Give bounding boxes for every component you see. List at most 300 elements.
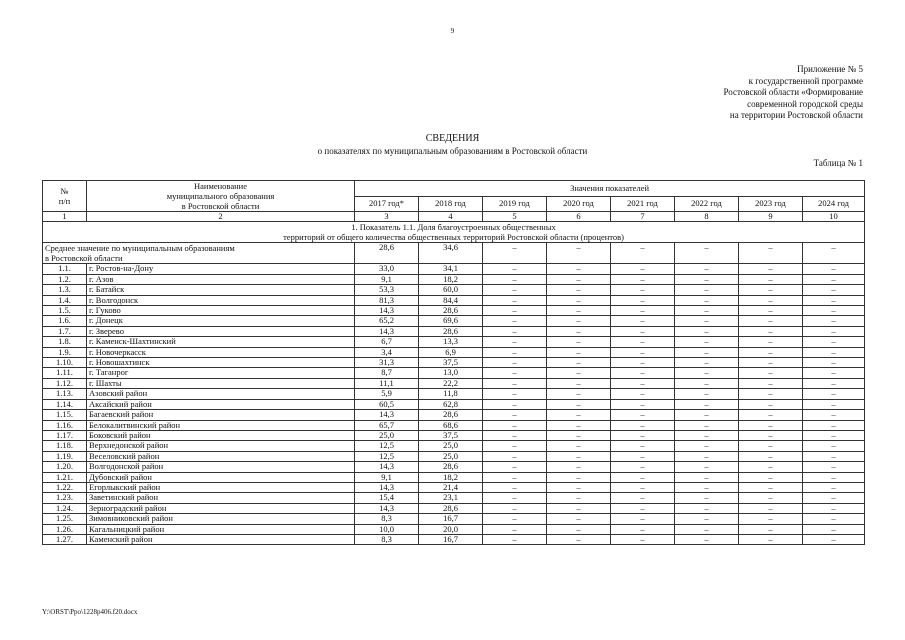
- average-2022: –: [675, 243, 739, 264]
- municipality-name: г. Каменск-Шахтинский: [87, 337, 355, 347]
- row-number: 1.14.: [43, 399, 87, 409]
- row-number: 1.4.: [43, 295, 87, 305]
- value-empty-dash: –: [483, 420, 547, 430]
- value-empty-dash: –: [611, 451, 675, 461]
- average-2024: –: [803, 243, 865, 264]
- table-row: [43, 399, 865, 409]
- value-2018: 21,4: [419, 482, 483, 492]
- value-2018: 28,6: [419, 306, 483, 316]
- value-empty-dash: –: [483, 503, 547, 513]
- average-2017: 28,6: [355, 243, 419, 264]
- appendix-line: на территории Ростовской области: [729, 110, 863, 120]
- value-2017: 14,3: [355, 503, 419, 513]
- value-2018: 28,6: [419, 503, 483, 513]
- value-2018: 34,1: [419, 264, 483, 274]
- municipality-name: г. Донецк: [87, 316, 355, 326]
- value-empty-dash: –: [547, 358, 611, 368]
- value-2017: 33,0: [355, 264, 419, 274]
- value-2017: 14,3: [355, 326, 419, 336]
- row-number: 1.15.: [43, 410, 87, 420]
- value-2018: 18,2: [419, 472, 483, 482]
- value-empty-dash: –: [739, 378, 803, 388]
- value-empty-dash: –: [803, 503, 865, 513]
- value-empty-dash: –: [547, 503, 611, 513]
- row-number: 1.26.: [43, 524, 87, 534]
- value-empty-dash: –: [483, 534, 547, 544]
- value-empty-dash: –: [739, 337, 803, 347]
- value-empty-dash: –: [547, 347, 611, 357]
- value-empty-dash: –: [483, 493, 547, 503]
- value-2017: 53,3: [355, 285, 419, 295]
- value-2018: 20,0: [419, 524, 483, 534]
- row-number: 1.20.: [43, 462, 87, 472]
- value-empty-dash: –: [547, 295, 611, 305]
- value-empty-dash: –: [803, 306, 865, 316]
- value-empty-dash: –: [675, 368, 739, 378]
- value-2018: 37,5: [419, 430, 483, 440]
- value-empty-dash: –: [803, 389, 865, 399]
- value-empty-dash: –: [803, 274, 865, 284]
- column-number: 3: [355, 212, 419, 222]
- average-2019: –: [483, 243, 547, 264]
- column-number: 1: [43, 212, 87, 222]
- value-empty-dash: –: [739, 274, 803, 284]
- value-empty-dash: –: [547, 514, 611, 524]
- appendix-line: современной городской среды: [747, 98, 863, 109]
- value-empty-dash: –: [483, 462, 547, 472]
- municipality-name: Зимовниковский район: [87, 514, 355, 524]
- value-empty-dash: –: [547, 274, 611, 284]
- value-empty-dash: –: [611, 430, 675, 440]
- value-2017: 25,0: [355, 430, 419, 440]
- value-empty-dash: –: [483, 378, 547, 388]
- row-number: 1.23.: [43, 493, 87, 503]
- value-empty-dash: –: [547, 264, 611, 274]
- value-empty-dash: –: [739, 472, 803, 482]
- value-empty-dash: –: [739, 295, 803, 305]
- value-empty-dash: –: [483, 274, 547, 284]
- value-empty-dash: –: [675, 337, 739, 347]
- value-empty-dash: –: [611, 274, 675, 284]
- municipality-name: г. Новошахтинск: [87, 358, 355, 368]
- value-empty-dash: –: [483, 482, 547, 492]
- value-empty-dash: –: [739, 482, 803, 492]
- row-number: 1.7.: [43, 326, 87, 336]
- value-empty-dash: –: [547, 337, 611, 347]
- value-empty-dash: –: [803, 337, 865, 347]
- value-empty-dash: –: [611, 503, 675, 513]
- value-empty-dash: –: [675, 534, 739, 544]
- value-empty-dash: –: [803, 514, 865, 524]
- value-empty-dash: –: [739, 451, 803, 461]
- value-empty-dash: –: [675, 389, 739, 399]
- table-row: [43, 462, 865, 472]
- value-empty-dash: –: [547, 420, 611, 430]
- value-2017: 65,7: [355, 420, 419, 430]
- value-empty-dash: –: [803, 264, 865, 274]
- value-empty-dash: –: [739, 493, 803, 503]
- value-empty-dash: –: [803, 524, 865, 534]
- value-2018: 60,0: [419, 285, 483, 295]
- municipality-name: г. Зверево: [87, 326, 355, 336]
- value-empty-dash: –: [547, 482, 611, 492]
- value-2018: 13,3: [419, 337, 483, 347]
- average-2020: –: [547, 243, 611, 264]
- value-empty-dash: –: [611, 420, 675, 430]
- value-empty-dash: –: [803, 368, 865, 378]
- value-2017: 12,5: [355, 441, 419, 451]
- value-empty-dash: –: [611, 410, 675, 420]
- value-empty-dash: –: [547, 410, 611, 420]
- row-number: 1.5.: [43, 306, 87, 316]
- value-empty-dash: –: [675, 420, 739, 430]
- row-number: 1.17.: [43, 430, 87, 440]
- municipality-name: Егорлыкский район: [87, 482, 355, 492]
- municipality-name: Азовский район: [87, 389, 355, 399]
- value-empty-dash: –: [675, 347, 739, 357]
- indicator-title: 1. Показатель 1.1. Доля благоустроенных общественных территорий от общего количества общественных территорий Ростовской области (процентов): [43, 222, 865, 243]
- row-number: 1.13.: [43, 389, 87, 399]
- value-empty-dash: –: [611, 524, 675, 534]
- value-empty-dash: –: [803, 316, 865, 326]
- value-empty-dash: –: [483, 410, 547, 420]
- value-empty-dash: –: [675, 430, 739, 440]
- value-empty-dash: –: [675, 264, 739, 274]
- row-number: 1.18.: [43, 441, 87, 451]
- value-2017: 11,1: [355, 378, 419, 388]
- municipality-name: Волгодонской район: [87, 462, 355, 472]
- value-empty-dash: –: [803, 430, 865, 440]
- value-empty-dash: –: [803, 451, 865, 461]
- value-2017: 81,3: [355, 295, 419, 305]
- value-empty-dash: –: [675, 482, 739, 492]
- value-empty-dash: –: [483, 326, 547, 336]
- value-empty-dash: –: [547, 285, 611, 295]
- column-number: 2: [87, 212, 355, 222]
- value-2017: 14,3: [355, 306, 419, 316]
- value-2017: 6,7: [355, 337, 419, 347]
- value-empty-dash: –: [803, 472, 865, 482]
- value-empty-dash: –: [739, 389, 803, 399]
- value-2017: 60,5: [355, 399, 419, 409]
- value-empty-dash: –: [803, 441, 865, 451]
- municipality-name: Заветинский район: [87, 493, 355, 503]
- municipality-name: Дубовский район: [87, 472, 355, 482]
- value-empty-dash: –: [675, 399, 739, 409]
- value-empty-dash: –: [803, 358, 865, 368]
- value-empty-dash: –: [483, 306, 547, 316]
- value-empty-dash: –: [675, 295, 739, 305]
- value-empty-dash: –: [547, 326, 611, 336]
- value-2018: 16,7: [419, 534, 483, 544]
- row-number: 1.6.: [43, 316, 87, 326]
- value-empty-dash: –: [803, 493, 865, 503]
- value-empty-dash: –: [483, 441, 547, 451]
- value-empty-dash: –: [803, 399, 865, 409]
- value-2018: 28,6: [419, 462, 483, 472]
- header-year: 2020 год: [547, 196, 611, 212]
- table-row: [43, 264, 865, 274]
- value-2017: 10,0: [355, 524, 419, 534]
- value-empty-dash: –: [675, 316, 739, 326]
- value-2017: 14,3: [355, 410, 419, 420]
- table-row: [43, 410, 865, 420]
- column-number: 4: [419, 212, 483, 222]
- value-2018: 22,2: [419, 378, 483, 388]
- average-label: Среднее значение по муниципальным образованиям в Ростовской области: [43, 243, 355, 264]
- value-empty-dash: –: [675, 410, 739, 420]
- value-empty-dash: –: [547, 306, 611, 316]
- table-row: [43, 389, 865, 399]
- value-empty-dash: –: [483, 524, 547, 534]
- value-empty-dash: –: [803, 534, 865, 544]
- table-row: [43, 326, 865, 336]
- value-empty-dash: –: [611, 389, 675, 399]
- value-2018: 25,0: [419, 451, 483, 461]
- row-number: 1.11.: [43, 368, 87, 378]
- table-row: [43, 368, 865, 378]
- row-number: 1.9.: [43, 347, 87, 357]
- column-number: 9: [739, 212, 803, 222]
- value-empty-dash: –: [611, 493, 675, 503]
- appendix-note: [663, 64, 863, 122]
- value-2017: 9,1: [355, 472, 419, 482]
- column-number: 7: [611, 212, 675, 222]
- value-empty-dash: –: [803, 420, 865, 430]
- value-empty-dash: –: [739, 514, 803, 524]
- value-2018: 84,4: [419, 295, 483, 305]
- value-empty-dash: –: [611, 295, 675, 305]
- row-number: 1.22.: [43, 482, 87, 492]
- value-2017: 8,3: [355, 514, 419, 524]
- value-empty-dash: –: [547, 441, 611, 451]
- indicators-table: [42, 180, 865, 545]
- value-empty-dash: –: [675, 441, 739, 451]
- municipality-name: г. Гуково: [87, 306, 355, 316]
- table-row: [43, 534, 865, 544]
- municipality-name: г. Ростов-на-Дону: [87, 264, 355, 274]
- file-path: Y:\ORST\Ppo\1228p406.f20.docx: [42, 608, 138, 616]
- value-empty-dash: –: [547, 399, 611, 409]
- row-number: 1.27.: [43, 534, 87, 544]
- value-empty-dash: –: [739, 358, 803, 368]
- municipality-name: Верхнедонской район: [87, 441, 355, 451]
- value-empty-dash: –: [547, 389, 611, 399]
- value-empty-dash: –: [611, 482, 675, 492]
- table-row: [43, 493, 865, 503]
- column-number: 10: [803, 212, 865, 222]
- column-number: 6: [547, 212, 611, 222]
- value-empty-dash: –: [611, 472, 675, 482]
- value-empty-dash: –: [611, 337, 675, 347]
- value-empty-dash: –: [675, 462, 739, 472]
- appendix-line: к государственной программе: [748, 75, 863, 86]
- value-empty-dash: –: [675, 493, 739, 503]
- value-2018: 18,2: [419, 274, 483, 284]
- table-row: [43, 472, 865, 482]
- value-empty-dash: –: [803, 285, 865, 295]
- table-row: [43, 316, 865, 326]
- value-2017: 9,1: [355, 274, 419, 284]
- table-label: Таблица № 1: [813, 158, 863, 168]
- value-2018: 23,1: [419, 493, 483, 503]
- value-empty-dash: –: [739, 441, 803, 451]
- table-row: [43, 451, 865, 461]
- value-2017: 31,3: [355, 358, 419, 368]
- value-2018: 16,7: [419, 514, 483, 524]
- value-empty-dash: –: [483, 430, 547, 440]
- value-2018: 37,5: [419, 358, 483, 368]
- row-number: 1.2.: [43, 274, 87, 284]
- row-number: 1.10.: [43, 358, 87, 368]
- value-empty-dash: –: [611, 347, 675, 357]
- value-2017: 3,4: [355, 347, 419, 357]
- header-year: 2024 год: [803, 196, 865, 212]
- value-empty-dash: –: [739, 430, 803, 440]
- value-empty-dash: –: [483, 451, 547, 461]
- value-empty-dash: –: [483, 514, 547, 524]
- value-empty-dash: –: [547, 430, 611, 440]
- table-row: [43, 514, 865, 524]
- municipality-name: г. Волгодонск: [87, 295, 355, 305]
- value-empty-dash: –: [483, 368, 547, 378]
- municipality-name: Боковский район: [87, 430, 355, 440]
- value-empty-dash: –: [483, 316, 547, 326]
- value-empty-dash: –: [547, 316, 611, 326]
- header-year: 2022 год: [675, 196, 739, 212]
- header-year: 2018 год: [419, 196, 483, 212]
- row-number: 1.1.: [43, 264, 87, 274]
- value-empty-dash: –: [675, 326, 739, 336]
- value-empty-dash: –: [739, 326, 803, 336]
- value-empty-dash: –: [611, 326, 675, 336]
- value-empty-dash: –: [803, 378, 865, 388]
- row-number: 1.3.: [43, 285, 87, 295]
- municipality-name: г. Батайск: [87, 285, 355, 295]
- table-row: [43, 482, 865, 492]
- municipality-name: г. Таганрог: [87, 368, 355, 378]
- table-row: [43, 347, 865, 357]
- value-empty-dash: –: [675, 503, 739, 513]
- header-year: 2019 год: [483, 196, 547, 212]
- value-empty-dash: –: [611, 441, 675, 451]
- table-row: [43, 441, 865, 451]
- header-values-group: Значения показателей: [355, 181, 865, 197]
- value-empty-dash: –: [803, 295, 865, 305]
- value-2018: 69,6: [419, 316, 483, 326]
- value-2017: 15,4: [355, 493, 419, 503]
- value-empty-dash: –: [739, 306, 803, 316]
- value-empty-dash: –: [547, 534, 611, 544]
- average-2018: 34,6: [419, 243, 483, 264]
- appendix-line: Приложение № 5: [797, 64, 863, 74]
- municipality-name: Каменский район: [87, 534, 355, 544]
- municipality-name: Багаевский район: [87, 410, 355, 420]
- value-empty-dash: –: [739, 264, 803, 274]
- value-2017: 8,7: [355, 368, 419, 378]
- value-empty-dash: –: [611, 399, 675, 409]
- header-year: 2023 год: [739, 196, 803, 212]
- value-empty-dash: –: [675, 514, 739, 524]
- table-row: [43, 378, 865, 388]
- header-year: 2017 год*: [355, 196, 419, 212]
- value-2017: 5,9: [355, 389, 419, 399]
- value-2018: 11,8: [419, 389, 483, 399]
- value-empty-dash: –: [739, 368, 803, 378]
- table-row: [43, 274, 865, 284]
- municipality-name: г. Новочеркасск: [87, 347, 355, 357]
- value-empty-dash: –: [675, 306, 739, 316]
- value-empty-dash: –: [611, 264, 675, 274]
- value-empty-dash: –: [547, 524, 611, 534]
- value-empty-dash: –: [611, 285, 675, 295]
- value-empty-dash: –: [611, 462, 675, 472]
- table-row: [43, 503, 865, 513]
- value-empty-dash: –: [483, 337, 547, 347]
- value-2017: 65,2: [355, 316, 419, 326]
- value-empty-dash: –: [739, 534, 803, 544]
- value-empty-dash: –: [803, 482, 865, 492]
- value-empty-dash: –: [483, 358, 547, 368]
- value-empty-dash: –: [611, 378, 675, 388]
- value-empty-dash: –: [483, 285, 547, 295]
- row-number: 1.24.: [43, 503, 87, 513]
- value-empty-dash: –: [803, 326, 865, 336]
- document-title: СВЕДЕНИЯ: [425, 133, 480, 144]
- value-empty-dash: –: [675, 472, 739, 482]
- value-2017: 14,3: [355, 462, 419, 472]
- value-empty-dash: –: [739, 420, 803, 430]
- value-empty-dash: –: [675, 524, 739, 534]
- average-2023: –: [739, 243, 803, 264]
- value-empty-dash: –: [547, 378, 611, 388]
- value-empty-dash: –: [547, 368, 611, 378]
- value-empty-dash: –: [675, 451, 739, 461]
- value-empty-dash: –: [675, 358, 739, 368]
- value-2018: 62,8: [419, 399, 483, 409]
- table-row: [43, 306, 865, 316]
- table-row: [43, 358, 865, 368]
- value-empty-dash: –: [483, 389, 547, 399]
- column-number: 5: [483, 212, 547, 222]
- value-2018: 68,6: [419, 420, 483, 430]
- value-empty-dash: –: [739, 316, 803, 326]
- value-empty-dash: –: [739, 410, 803, 420]
- value-2018: 6,9: [419, 347, 483, 357]
- table-row: [43, 337, 865, 347]
- header-year: 2021 год: [611, 196, 675, 212]
- row-number: 1.12.: [43, 378, 87, 388]
- average-2021: –: [611, 243, 675, 264]
- value-empty-dash: –: [803, 347, 865, 357]
- value-empty-dash: –: [483, 472, 547, 482]
- value-empty-dash: –: [739, 285, 803, 295]
- header-num: № п/п: [43, 181, 87, 212]
- value-empty-dash: –: [739, 503, 803, 513]
- value-empty-dash: –: [675, 285, 739, 295]
- value-empty-dash: –: [739, 399, 803, 409]
- value-empty-dash: –: [803, 410, 865, 420]
- value-2018: 13,0: [419, 368, 483, 378]
- value-empty-dash: –: [611, 514, 675, 524]
- column-number: 8: [675, 212, 739, 222]
- municipality-name: Аксайский район: [87, 399, 355, 409]
- value-empty-dash: –: [675, 274, 739, 284]
- value-empty-dash: –: [611, 358, 675, 368]
- document-subtitle: о показателях по муниципальным образованиям в Ростовской области: [317, 146, 588, 156]
- value-empty-dash: –: [611, 534, 675, 544]
- municipality-name: Белокалитвинский район: [87, 420, 355, 430]
